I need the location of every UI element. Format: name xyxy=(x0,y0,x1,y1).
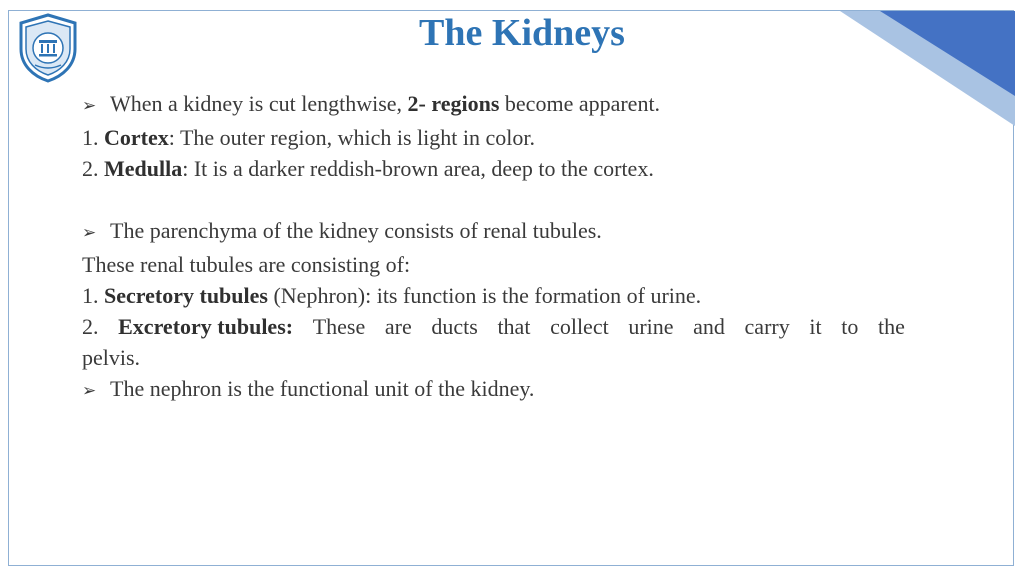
page-title: The Kidneys xyxy=(419,12,625,54)
list-item-excretory xyxy=(82,311,905,342)
excretory-description-word: and xyxy=(693,314,725,339)
excretory-description-word: ducts xyxy=(431,314,478,339)
excretory-description-word: it xyxy=(809,314,822,339)
excretory-description-word: that xyxy=(497,314,531,339)
nephron-text: The nephron is the functional unit of the kidney. xyxy=(110,376,535,401)
secretory-description: (Nephron): its function is the formation of urine. xyxy=(273,283,702,308)
bullet-point-nephron xyxy=(82,373,905,407)
list-number: 2. xyxy=(82,156,99,181)
bullet-point-parenchyma xyxy=(82,215,905,249)
medulla-description: : It is a darker reddish-brown area, deep to the cortex. xyxy=(182,156,654,181)
excretory-description-word: the xyxy=(877,314,905,339)
arrowhead-bullet-icon: ➢ xyxy=(82,96,97,116)
term-cortex: Cortex xyxy=(104,125,169,150)
list-item-medulla xyxy=(82,153,905,184)
list-item-cortex xyxy=(82,122,905,153)
paragraph-spacer xyxy=(82,184,905,215)
arrowhead-bullet-icon: ➢ xyxy=(82,381,97,401)
list-number: 1. xyxy=(82,283,99,308)
bullet-point-regions xyxy=(82,88,905,122)
list-number: 2. xyxy=(82,314,99,339)
term-medulla: Medulla xyxy=(104,156,183,181)
list-item-secretory xyxy=(82,280,905,311)
regions-highlight: 2- regions xyxy=(407,91,500,116)
slide-body xyxy=(82,88,905,407)
regions-lead-rest: become apparent. xyxy=(504,91,661,116)
cortex-description: : The outer region, which is light in color. xyxy=(168,125,535,150)
tubules-intro: These renal tubules are consisting of: xyxy=(82,252,411,277)
arrowhead-bullet-icon: ➢ xyxy=(82,223,97,243)
excretory-description-word: carry xyxy=(744,314,790,339)
term-excretory-tubules: Excretory tubules: xyxy=(118,314,294,339)
excretory-description-word: collect xyxy=(550,314,609,339)
list-number: 1. xyxy=(82,125,99,150)
excretory-description-word: are xyxy=(384,314,412,339)
term-secretory-tubules: Secretory tubules xyxy=(104,283,268,308)
regions-lead-text: When a kidney is cut lengthwise, xyxy=(110,91,403,116)
excretory-description-word: urine xyxy=(628,314,674,339)
excretory-continuation: pelvis. xyxy=(82,345,141,370)
parenchyma-text: The parenchyma of the kidney consists of renal tubules. xyxy=(110,218,602,243)
excretory-description-word: to xyxy=(841,314,859,339)
excretory-description-word: These xyxy=(312,314,366,339)
